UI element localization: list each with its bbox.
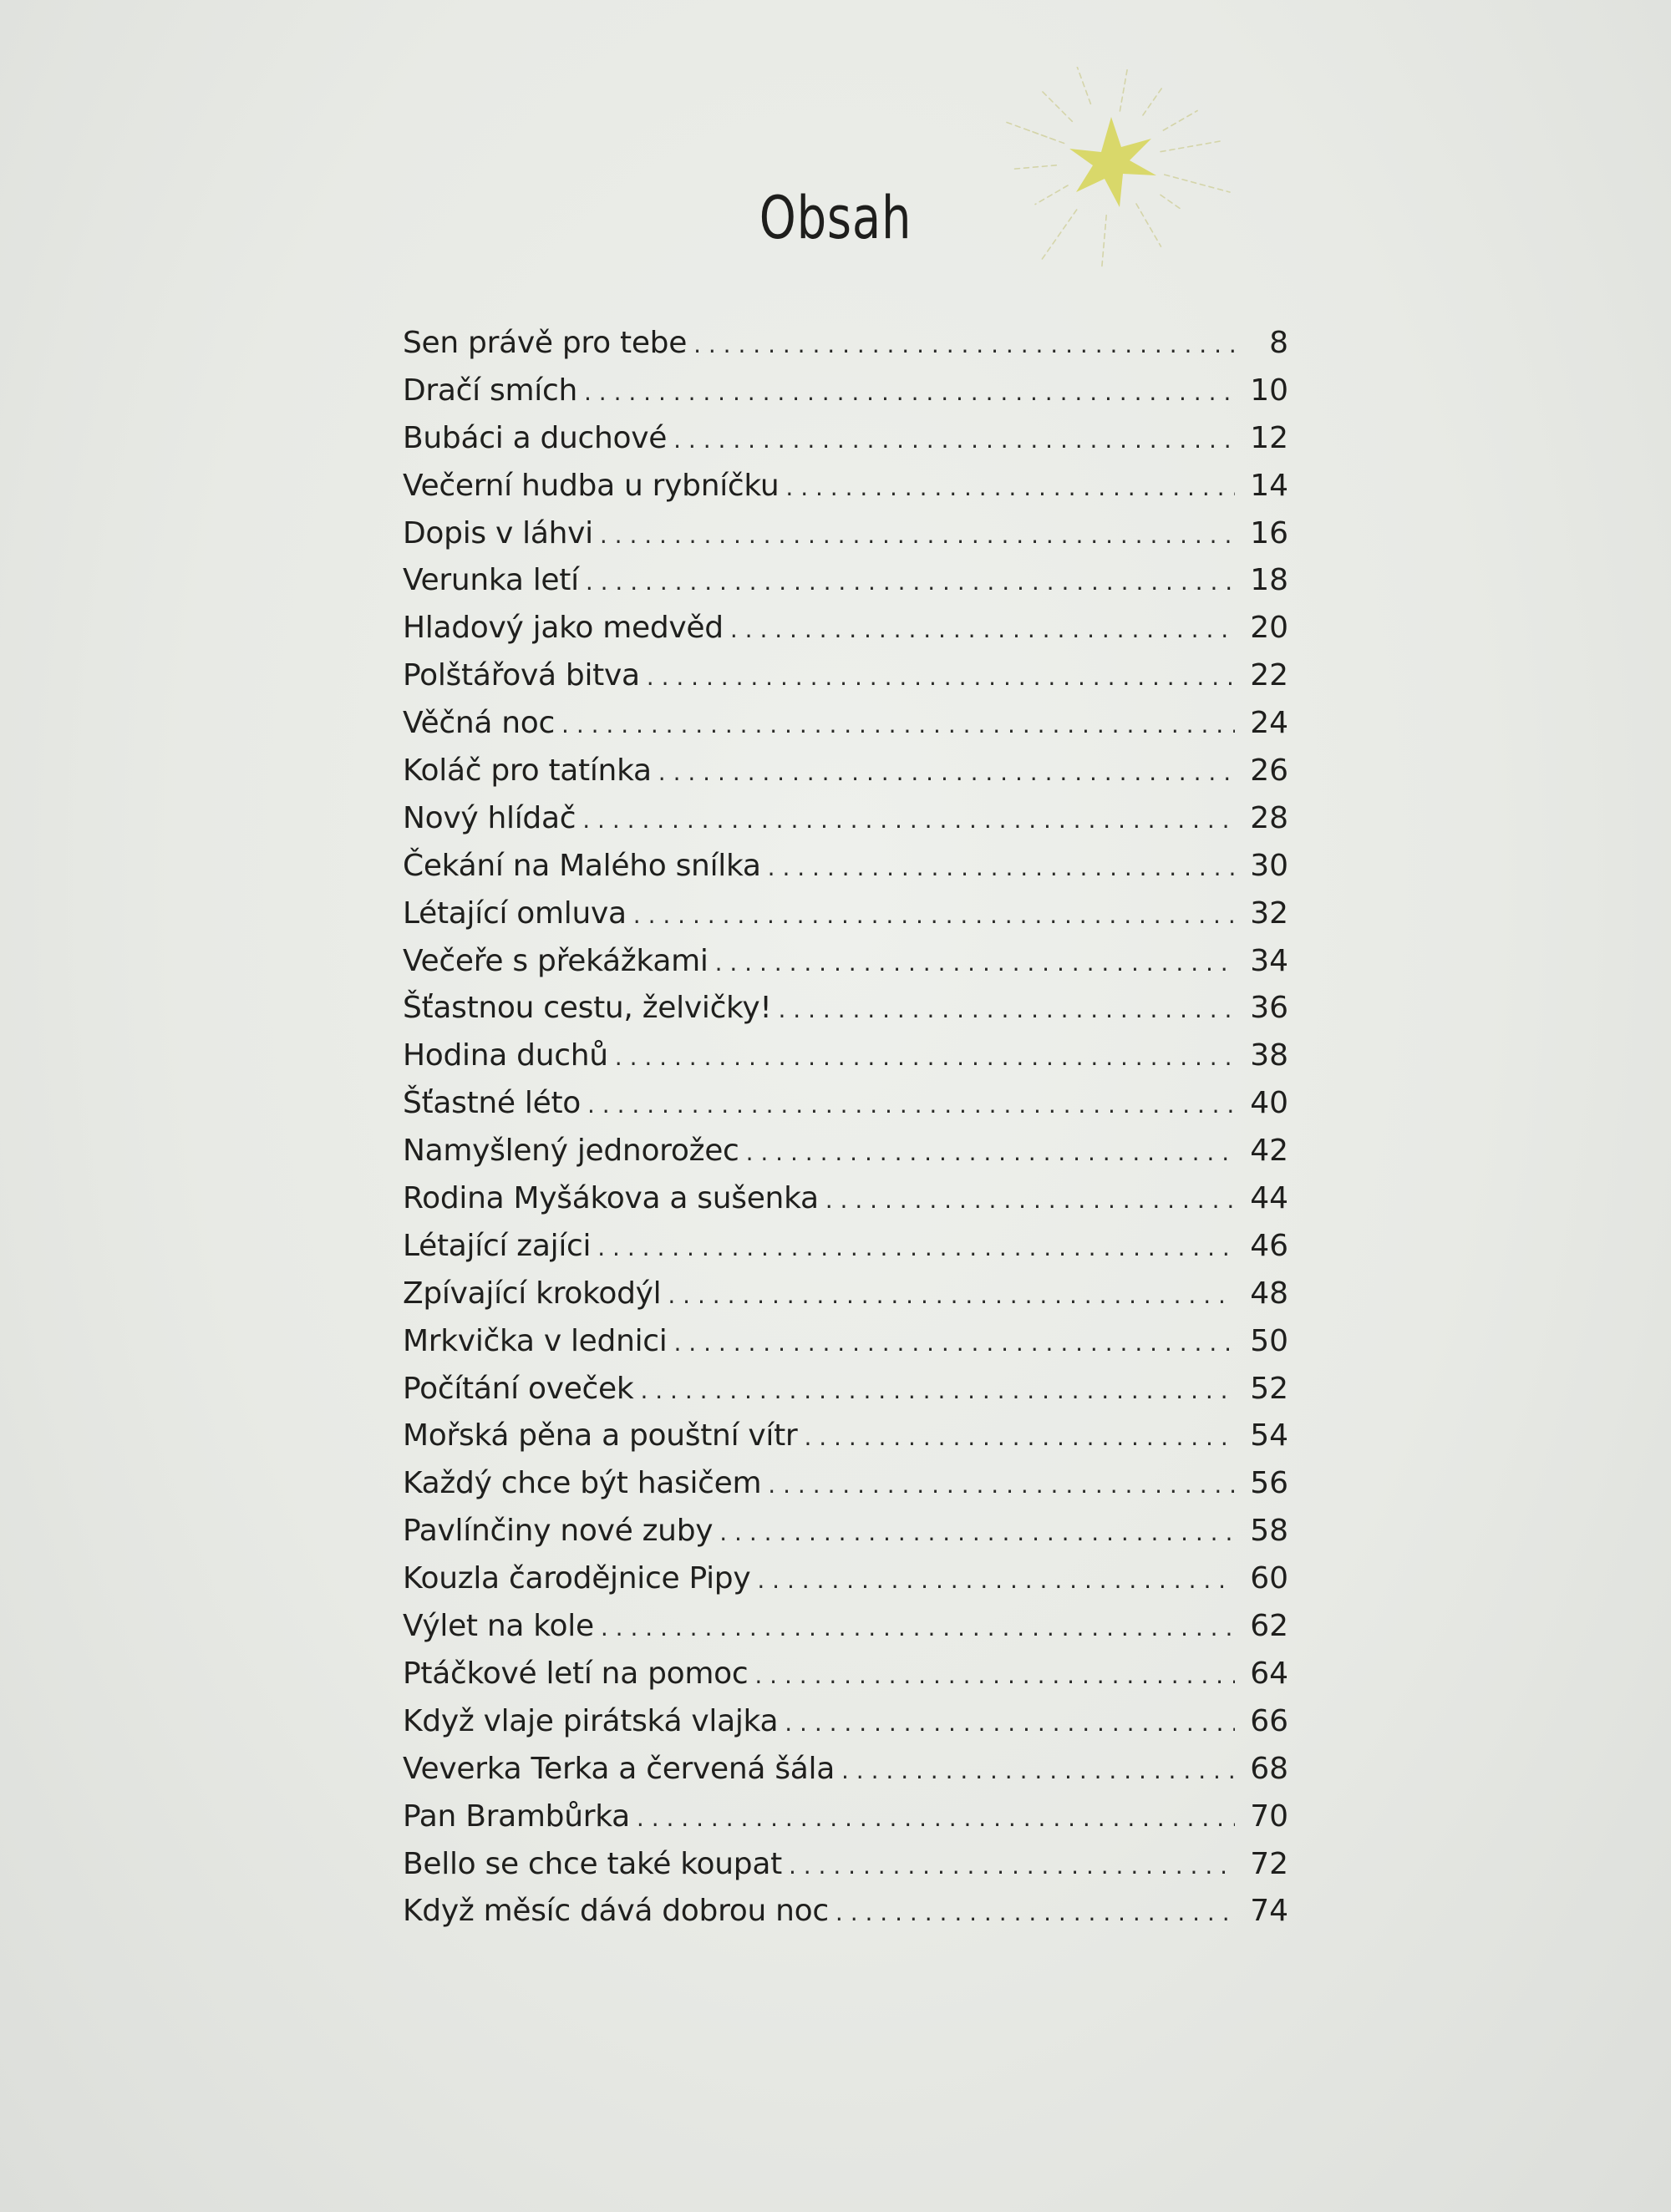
toc-entry [403,1466,1288,1514]
toc-entry-page-number: 40 [1250,1086,1288,1121]
toc-entry-title: Pan Brambůrka [403,1799,630,1834]
star-ray [1161,141,1221,152]
star-ray [1041,90,1072,121]
toc-entry [403,944,1288,992]
toc-entry-title: Bubáci a duchové [403,420,668,455]
toc-entry-page-number: 56 [1250,1466,1288,1501]
toc-entry [403,373,1288,421]
toc-entry-title: Výlet na kole [403,1609,594,1644]
toc-entry-page-number: 52 [1250,1371,1288,1406]
toc-entry [403,1656,1288,1704]
star-ray [1143,89,1161,115]
toc-entry [403,1372,1288,1419]
toc-entry [403,849,1288,896]
toc-entry-title: Namyšlený jednorožec [403,1134,739,1169]
dot-leader [768,854,1235,881]
dot-leader [785,1709,1235,1737]
page-title: Obsah [759,184,912,252]
toc-entry [403,1276,1288,1324]
toc-entry-page-number: 34 [1250,943,1288,978]
toc-entry [403,1514,1288,1561]
dot-leader [789,1852,1235,1880]
toc-entry-title: Večerní hudba u rybníčku [403,468,780,503]
toc-entry [403,991,1288,1038]
toc-entry-page-number: 60 [1250,1561,1288,1596]
dot-leader [633,901,1235,929]
toc-entry [403,1752,1288,1799]
toc-entry-page-number: 62 [1250,1609,1288,1644]
dot-leader [561,711,1235,738]
toc-entry-title: Čekání na Malého snílka [403,848,761,883]
toc-entry-page-number: 32 [1250,895,1288,931]
dot-leader [586,568,1235,596]
star-ray [1120,67,1132,111]
toc-entry-title: Mrkvička v lednici [403,1323,668,1358]
toc-entry-page-number: 14 [1250,468,1288,503]
dot-leader [601,1614,1235,1641]
toc-entry-page-number: 18 [1250,563,1288,598]
dot-leader [746,1139,1235,1166]
toc-entry [403,1561,1288,1609]
toc-entry-page-number: 8 [1269,326,1288,360]
toc-entry-title: Verunka letí [403,563,579,598]
toc-entry [403,469,1288,516]
toc-entry-title: Sen právě pro tebe [403,326,688,360]
dot-leader [637,1804,1235,1832]
dot-leader [778,996,1235,1023]
toc-entry [403,516,1288,564]
toc-entry-page-number: 28 [1250,800,1288,835]
toc-entry-title: Šťastné léto [403,1086,581,1121]
toc-entry [403,1181,1288,1229]
dot-leader [785,474,1235,501]
dot-leader [841,1757,1235,1784]
toc-entry-page-number: 48 [1250,1276,1288,1311]
dot-leader [719,1519,1235,1546]
toc-entry-title: Kouzla čarodějnice Pipy [403,1561,751,1596]
toc-entry [403,563,1288,611]
toc-entry [403,1086,1288,1134]
star-ray [1163,111,1197,131]
dot-leader [768,1471,1235,1499]
toc-entry-page-number: 30 [1250,848,1288,883]
toc-entry [403,896,1288,944]
toc-entry-page-number: 66 [1250,1703,1288,1738]
toc-entry-page-number: 10 [1250,373,1288,408]
dot-leader [582,806,1235,834]
toc-entry-title: Každý chce být hasičem [403,1466,762,1501]
toc-entry-title: Počítání oveček [403,1371,634,1406]
toc-entry-page-number: 68 [1250,1751,1288,1786]
toc-entry-page-number: 70 [1250,1799,1288,1834]
toc-entry-page-number: 20 [1250,611,1288,646]
toc-entry [403,1847,1288,1895]
dot-leader [836,1899,1235,1926]
table-of-contents [403,326,1288,1941]
toc-entry [403,1134,1288,1181]
toc-entry [403,1418,1288,1466]
toc-entry-page-number: 72 [1250,1846,1288,1881]
toc-entry [403,611,1288,658]
toc-entry-title: Hodina duchů [403,1038,608,1073]
toc-entry [403,801,1288,849]
toc-entry-title: Když měsíc dává dobrou noc [403,1894,829,1929]
toc-entry-title: Ptáčkové letí na pomoc [403,1656,749,1691]
dot-leader [647,663,1235,691]
dot-leader [804,1423,1235,1451]
dot-leader [584,378,1235,406]
dot-leader [757,1566,1235,1594]
toc-entry [403,706,1288,753]
star-ray [1013,165,1057,170]
toc-entry [403,1609,1288,1656]
dot-leader [674,1329,1236,1357]
toc-entry-page-number: 12 [1250,420,1288,455]
toc-entry [403,421,1288,469]
toc-entry-page-number: 24 [1250,706,1288,741]
toc-entry-page-number: 64 [1250,1656,1288,1691]
toc-entry-title: Veverka Terka a červená šála [403,1751,835,1786]
toc-entry-title: Dračí smích [403,373,577,408]
toc-entry-page-number: 74 [1250,1894,1288,1929]
toc-entry [403,326,1288,373]
toc-entry-page-number: 22 [1250,658,1288,693]
toc-entry-page-number: 58 [1250,1514,1288,1549]
toc-entry-page-number: 42 [1250,1134,1288,1169]
toc-entry-title: Zpívající krokodýl [403,1276,662,1311]
toc-entry-page-number: 36 [1250,991,1288,1026]
toc-entry [403,1704,1288,1752]
dot-leader [715,949,1235,977]
toc-entry-title: Rodina Myšákova a sušenka [403,1181,819,1216]
dot-leader [673,426,1235,454]
dot-leader [754,1662,1235,1689]
toc-entry-page-number: 50 [1250,1323,1288,1358]
toc-entry-title: Hladový jako medvěd [403,611,724,646]
dot-leader [615,1043,1235,1071]
dot-leader [600,521,1235,549]
toc-entry-page-number: 26 [1250,753,1288,789]
toc-entry [403,1894,1288,1941]
toc-entry [403,1038,1288,1086]
toc-entry-title: Polštářová bitva [403,658,640,693]
toc-entry-title: Mořská pěna a pouštní vítr [403,1418,798,1454]
star-ray [1074,67,1091,104]
dot-leader [640,1377,1235,1404]
toc-entry-page-number: 16 [1250,515,1288,550]
toc-entry [403,1229,1288,1276]
dot-leader [693,331,1235,358]
toc-entry-page-number: 38 [1250,1038,1288,1073]
dot-leader [730,616,1235,643]
toc-entry-title: Věčná noc [403,706,556,741]
toc-entry-title: Nový hlídač [403,800,576,835]
toc-entry-title: Létající omluva [403,895,627,931]
dot-leader [825,1186,1235,1214]
toc-entry-title: Šťastnou cestu, želvičky! [403,991,772,1026]
toc-entry [403,1324,1288,1372]
toc-entry-title: Bello se chce také koupat [403,1846,782,1881]
dot-leader [597,1234,1235,1261]
toc-entry-title: Koláč pro tatínka [403,753,652,789]
toc-entry-title: Dopis v láhvi [403,515,593,550]
toc-entry-page-number: 44 [1250,1181,1288,1216]
toc-entry-title: Létající zajíci [403,1228,592,1263]
toc-entry [403,658,1288,706]
star-ray [1007,123,1054,140]
toc-entry-page-number: 54 [1250,1418,1288,1454]
toc-entry-page-number: 46 [1250,1228,1288,1263]
toc-entry-title: Když vlaje pirátská vlajka [403,1703,779,1738]
dot-leader [668,1281,1235,1309]
toc-entry [403,753,1288,801]
dot-leader [587,1091,1235,1119]
toc-entry [403,1799,1288,1847]
dot-leader [658,758,1235,786]
toc-entry-title: Večeře s překážkami [403,943,709,978]
toc-entry-title: Pavlínčiny nové zuby [403,1514,714,1549]
